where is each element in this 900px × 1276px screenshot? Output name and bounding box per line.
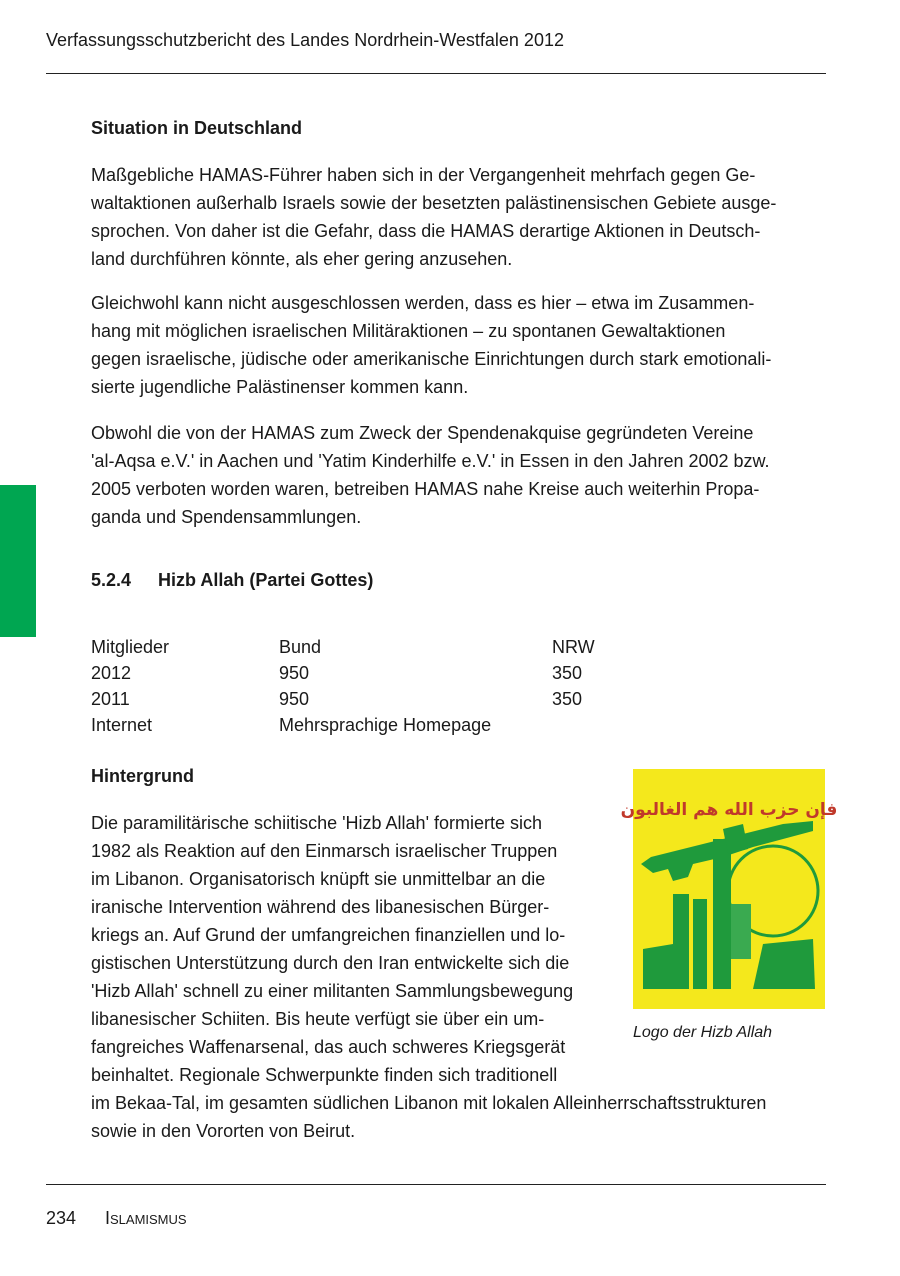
header-rule (46, 73, 826, 74)
text-line: libanesischer Schiiten. Bis heute verfügt sie über ein um- (91, 1009, 545, 1029)
text-line: Die paramilitärische schiitische 'Hizb Allah' formierte sich (91, 813, 543, 833)
text-line: hang mit möglichen israelischen Militäraktionen – zu spontanen Gewaltaktionen (91, 321, 726, 341)
table-cell: Mehrsprachige Homepage (279, 715, 492, 735)
subheading: Hintergrund (91, 766, 194, 786)
paragraph-1 (91, 161, 776, 273)
running-header: Verfassungsschutzbericht des Landes Nordrhein-Westfalen 2012 (46, 30, 564, 50)
footer-rule (46, 1184, 826, 1185)
text-line: Obwohl die von der HAMAS zum Zweck der Spendenakquise gegründeten Vereine (91, 423, 754, 443)
section-heading: Situation in Deutschland (91, 118, 303, 138)
text-line: sowie in den Vororten von Beirut. (91, 1121, 356, 1141)
text-line: im Bekaa-Tal, im gesamten südlichen Libanon mit lokalen Alleinherrschaftsstrukturen (91, 1093, 767, 1113)
table-cell: 950 (279, 689, 310, 709)
text-line: Gleichwohl kann nicht ausgeschlossen werden, dass es hier – etwa im Zusammen- (91, 293, 755, 313)
hizb-allah-logo-image (620, 769, 838, 1009)
text-line: fangreiches Waffenarsenal, das auch schweres Kriegsgerät (91, 1037, 566, 1057)
table-cell: NRW (552, 637, 595, 657)
logo-caption: Logo der Hizb Allah (633, 1024, 773, 1041)
chapter-tab-marker (0, 485, 36, 637)
table-cell: 350 (552, 663, 583, 683)
text-line: beinhaltet. Regionale Schwerpunkte finden sich traditionell (91, 1065, 558, 1085)
table-cell: 2011 (91, 689, 130, 709)
text-line: kriegs an. Auf Grund der umfangreichen finanziellen und lo- (91, 925, 566, 945)
text-line: im Libanon. Organisatorisch knüpft sie unmittelbar an die (91, 869, 546, 889)
paragraph-2 (91, 289, 771, 401)
text-line: Maßgebliche HAMAS-Führer haben sich in der Vergangenheit mehrfach gegen Ge- (91, 165, 756, 185)
svg-text:فإن حزب الله هم الغالبون: فإن حزب الله هم الغالبون (620, 800, 838, 820)
text-line: 'al-Aqsa e.V.' in Aachen und 'Yatim Kinderhilfe e.V.' in Essen in den Jahren 2002 bzw. (91, 451, 770, 471)
section-number: 5.2.4 (91, 570, 132, 590)
table-cell: Mitglieder (91, 637, 170, 657)
text-line: sprochen. Von daher ist die Gefahr, dass die HAMAS derartige Aktionen in Deutsch- (91, 221, 761, 241)
section-title: Hizb Allah (Partei Gottes) (158, 570, 374, 590)
text-line: land durchführen könnte, als eher gering anzusehen. (91, 249, 513, 269)
chapter-name: Islamismus (105, 1208, 187, 1228)
text-line: iranische Intervention während des libanesischen Bürger- (91, 897, 550, 917)
table-cell: Bund (279, 637, 322, 657)
paragraph-3 (91, 419, 770, 531)
text-line: 2005 verboten worden waren, betreiben HAMAS nahe Kreise auch weiterhin Propa- (91, 479, 760, 499)
table-cell: 350 (552, 689, 583, 709)
page-number: 234 (46, 1208, 77, 1228)
table-cell: 950 (279, 663, 310, 683)
text-line: gistischen Unterstützung durch den Iran entwickelte sich die (91, 953, 570, 973)
text-line: gegen israelische, jüdische oder amerikanische Einrichtungen durch stark emotionali- (91, 349, 772, 369)
logo-emblem-icon (620, 769, 838, 1009)
text-line: waltaktionen außerhalb Israels sowie der besetzten palästinensischen Gebiete ausge- (91, 193, 777, 213)
text-line: sierte jugendliche Palästinenser kommen kann. (91, 377, 469, 397)
text-line: 'Hizb Allah' schnell zu einer militanten Sammlungsbewegung (91, 981, 574, 1001)
text-line: 1982 als Reaktion auf den Einmarsch israelischer Truppen (91, 841, 558, 861)
text-line: ganda und Spendensammlungen. (91, 507, 362, 527)
table-cell: Internet (91, 715, 153, 735)
table-cell: 2012 (91, 663, 132, 683)
